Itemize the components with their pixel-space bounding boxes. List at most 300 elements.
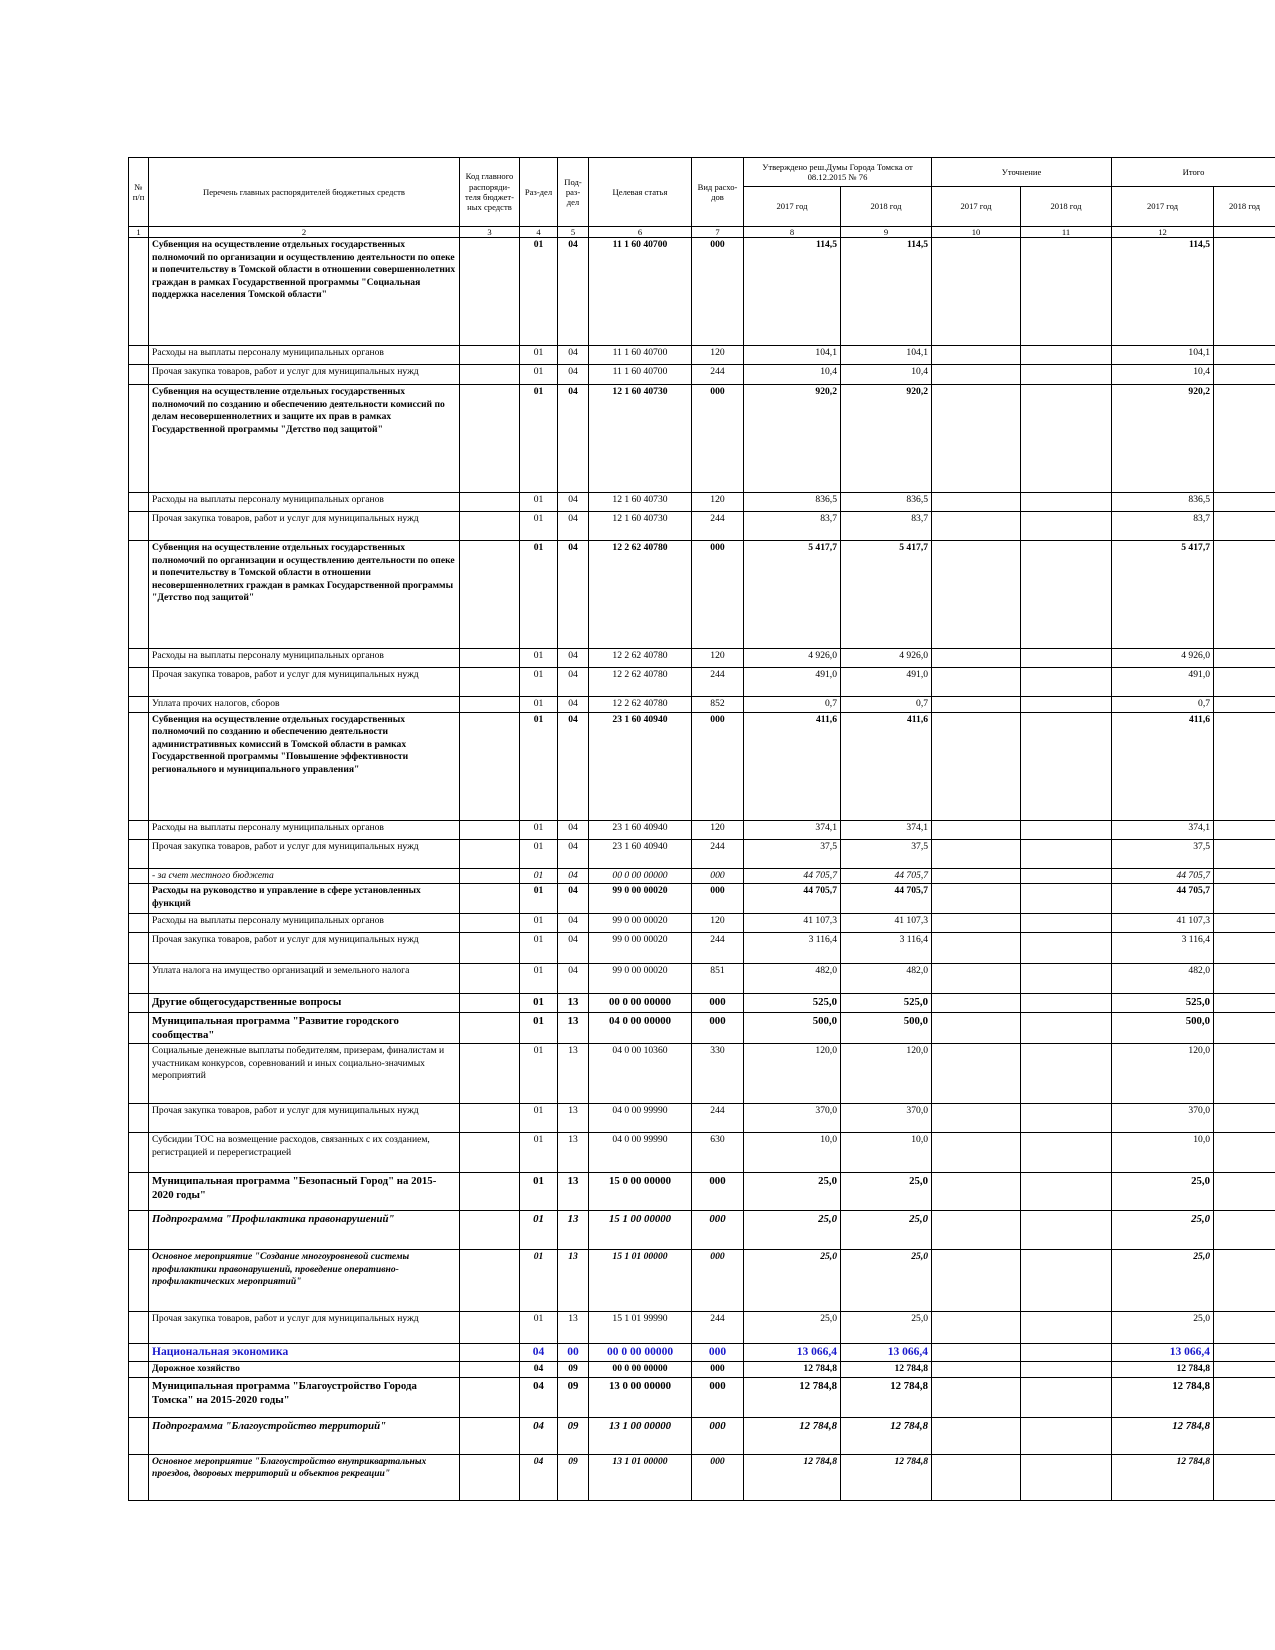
row-approved-2018: 525,0 xyxy=(841,994,932,1013)
table-row xyxy=(129,994,1275,1013)
row-target: 15 0 00 00000 xyxy=(589,1173,692,1211)
row-clarify-2017 xyxy=(932,346,1021,365)
row-target: 23 1 60 40940 xyxy=(589,820,692,839)
row-approved-2018: 491,0 xyxy=(841,668,932,697)
row-target: 00 0 00 00000 xyxy=(589,1362,692,1377)
row-podrazdel: 04 xyxy=(558,868,589,883)
row-name: Прочая закупка товаров, работ и услуг для муниципальных нужд xyxy=(149,839,460,868)
row-clarify-2017 xyxy=(932,1211,1021,1250)
row-num xyxy=(129,697,149,712)
colnum: 3 xyxy=(460,227,520,238)
table-row xyxy=(129,493,1275,512)
table-row xyxy=(129,1044,1275,1104)
row-razdel: 01 xyxy=(520,964,558,994)
row-total-2017: 25,0 xyxy=(1112,1250,1214,1312)
row-num xyxy=(129,385,149,493)
row-total-2018 xyxy=(1214,385,1275,493)
row-approved-2018: 411,6 xyxy=(841,712,932,820)
row-clarify-2017 xyxy=(932,884,1021,914)
row-code xyxy=(460,1312,520,1344)
row-name: Расходы на выплаты персоналу муниципальных органов xyxy=(149,346,460,365)
row-total-2018 xyxy=(1214,884,1275,914)
row-razdel: 01 xyxy=(520,1013,558,1044)
table-row xyxy=(129,1104,1275,1133)
row-vid: 000 xyxy=(692,1013,744,1044)
colnum: 5 xyxy=(558,227,589,238)
row-clarify-2018 xyxy=(1021,1133,1112,1173)
row-num xyxy=(129,839,149,868)
table-row xyxy=(129,649,1275,668)
row-total-2017: 114,5 xyxy=(1112,238,1214,346)
row-clarify-2017 xyxy=(932,839,1021,868)
row-clarify-2018 xyxy=(1021,1362,1112,1377)
row-clarify-2018 xyxy=(1021,1417,1112,1454)
row-code xyxy=(460,493,520,512)
row-name: Основное мероприятие "Благоустройство внутриквартальных проездов, дворовых территорий и объектов рекреации" xyxy=(149,1454,460,1500)
row-num xyxy=(129,346,149,365)
row-num xyxy=(129,964,149,994)
row-target: 12 1 60 40730 xyxy=(589,493,692,512)
row-approved-2018: 10,0 xyxy=(841,1133,932,1173)
row-clarify-2018 xyxy=(1021,820,1112,839)
row-total-2018 xyxy=(1214,994,1275,1013)
row-name: Дорожное хозяйство xyxy=(149,1362,460,1377)
row-clarify-2017 xyxy=(932,933,1021,964)
row-podrazdel: 04 xyxy=(558,346,589,365)
row-num xyxy=(129,1377,149,1417)
header-approved-2017: 2017 год xyxy=(744,187,841,227)
row-clarify-2018 xyxy=(1021,668,1112,697)
row-num xyxy=(129,1344,149,1362)
row-total-2018 xyxy=(1214,1454,1275,1500)
row-clarify-2018 xyxy=(1021,884,1112,914)
colnum: 8 xyxy=(744,227,841,238)
row-vid: 244 xyxy=(692,512,744,541)
row-target: 99 0 00 00020 xyxy=(589,884,692,914)
row-target: 12 2 62 40780 xyxy=(589,541,692,649)
row-total-2017: 836,5 xyxy=(1112,493,1214,512)
row-approved-2018: 374,1 xyxy=(841,820,932,839)
row-approved-2018: 114,5 xyxy=(841,238,932,346)
row-code xyxy=(460,1377,520,1417)
table-row xyxy=(129,1377,1275,1417)
row-target: 11 1 60 40700 xyxy=(589,365,692,385)
row-clarify-2018 xyxy=(1021,933,1112,964)
row-podrazdel: 04 xyxy=(558,238,589,346)
row-razdel: 01 xyxy=(520,1133,558,1173)
row-razdel: 04 xyxy=(520,1417,558,1454)
row-target: 99 0 00 00020 xyxy=(589,933,692,964)
row-total-2017: 0,7 xyxy=(1112,697,1214,712)
row-approved-2018: 920,2 xyxy=(841,385,932,493)
row-approved-2017: 4 926,0 xyxy=(744,649,841,668)
row-clarify-2018 xyxy=(1021,365,1112,385)
row-razdel: 01 xyxy=(520,668,558,697)
row-clarify-2018 xyxy=(1021,712,1112,820)
row-total-2018 xyxy=(1214,964,1275,994)
row-vid: 000 xyxy=(692,1362,744,1377)
row-total-2017: 12 784,8 xyxy=(1112,1454,1214,1500)
header-clarify-2017: 2017 год xyxy=(932,187,1021,227)
row-razdel: 04 xyxy=(520,1454,558,1500)
row-approved-2018: 37,5 xyxy=(841,839,932,868)
row-vid: 120 xyxy=(692,493,744,512)
table-row xyxy=(129,1013,1275,1044)
row-approved-2017: 12 784,8 xyxy=(744,1454,841,1500)
colnum-blank xyxy=(1214,227,1275,238)
row-clarify-2017 xyxy=(932,1312,1021,1344)
row-num xyxy=(129,914,149,933)
row-num xyxy=(129,1250,149,1312)
row-code xyxy=(460,346,520,365)
row-clarify-2017 xyxy=(932,994,1021,1013)
row-total-2018 xyxy=(1214,346,1275,365)
row-clarify-2018 xyxy=(1021,697,1112,712)
row-clarify-2018 xyxy=(1021,238,1112,346)
row-total-2018 xyxy=(1214,839,1275,868)
row-vid: 000 xyxy=(692,994,744,1013)
row-approved-2018: 25,0 xyxy=(841,1312,932,1344)
row-clarify-2018 xyxy=(1021,1344,1112,1362)
row-podrazdel: 04 xyxy=(558,385,589,493)
row-razdel: 01 xyxy=(520,385,558,493)
row-code xyxy=(460,649,520,668)
row-clarify-2018 xyxy=(1021,649,1112,668)
table-row xyxy=(129,346,1275,365)
row-vid: 000 xyxy=(692,1173,744,1211)
colnum: 2 xyxy=(149,227,460,238)
row-num xyxy=(129,868,149,883)
row-clarify-2018 xyxy=(1021,512,1112,541)
row-approved-2017: 525,0 xyxy=(744,994,841,1013)
row-razdel: 01 xyxy=(520,649,558,668)
row-name: Другие общегосударственные вопросы xyxy=(149,994,460,1013)
row-target: 00 0 00 00000 xyxy=(589,868,692,883)
row-razdel: 04 xyxy=(520,1377,558,1417)
row-podrazdel: 04 xyxy=(558,365,589,385)
row-vid: 630 xyxy=(692,1133,744,1173)
table-row xyxy=(129,933,1275,964)
row-approved-2017: 44 705,7 xyxy=(744,884,841,914)
row-approved-2017: 482,0 xyxy=(744,964,841,994)
table-row xyxy=(129,1173,1275,1211)
table-row xyxy=(129,839,1275,868)
row-podrazdel: 09 xyxy=(558,1417,589,1454)
row-total-2018 xyxy=(1214,1344,1275,1362)
row-clarify-2018 xyxy=(1021,1211,1112,1250)
table-row xyxy=(129,238,1275,346)
budget-table xyxy=(128,157,1275,1501)
row-podrazdel: 13 xyxy=(558,1250,589,1312)
row-vid: 244 xyxy=(692,839,744,868)
header-podrazdel: Под-раз-дел xyxy=(558,158,589,227)
row-target: 23 1 60 40940 xyxy=(589,712,692,820)
row-approved-2017: 500,0 xyxy=(744,1013,841,1044)
row-target: 13 0 00 00000 xyxy=(589,1377,692,1417)
row-total-2018 xyxy=(1214,1013,1275,1044)
row-code xyxy=(460,1250,520,1312)
row-vid: 000 xyxy=(692,1250,744,1312)
row-code xyxy=(460,884,520,914)
table-row xyxy=(129,385,1275,493)
row-total-2018 xyxy=(1214,820,1275,839)
row-approved-2018: 12 784,8 xyxy=(841,1417,932,1454)
row-num xyxy=(129,712,149,820)
row-total-2017: 491,0 xyxy=(1112,668,1214,697)
table-row xyxy=(129,1344,1275,1362)
row-total-2017: 500,0 xyxy=(1112,1013,1214,1044)
row-approved-2017: 836,5 xyxy=(744,493,841,512)
row-clarify-2018 xyxy=(1021,385,1112,493)
row-code xyxy=(460,668,520,697)
row-podrazdel: 04 xyxy=(558,668,589,697)
row-approved-2018: 25,0 xyxy=(841,1250,932,1312)
row-podrazdel: 13 xyxy=(558,1133,589,1173)
row-vid: 000 xyxy=(692,1377,744,1417)
row-name: Муниципальная программа "Благоустройство Города Томска" на 2015-2020 годы" xyxy=(149,1377,460,1417)
row-total-2018 xyxy=(1214,1104,1275,1133)
row-podrazdel: 04 xyxy=(558,712,589,820)
row-total-2017: 120,0 xyxy=(1112,1044,1214,1104)
table-row xyxy=(129,1417,1275,1454)
row-vid: 000 xyxy=(692,1211,744,1250)
row-podrazdel: 04 xyxy=(558,649,589,668)
table-row xyxy=(129,365,1275,385)
colnum: 6 xyxy=(589,227,692,238)
row-clarify-2017 xyxy=(932,1013,1021,1044)
header-razdel: Раз-дел xyxy=(520,158,558,227)
row-clarify-2017 xyxy=(932,868,1021,883)
header-target: Целевая статья xyxy=(589,158,692,227)
row-approved-2018: 41 107,3 xyxy=(841,914,932,933)
row-approved-2017: 920,2 xyxy=(744,385,841,493)
row-total-2017: 10,0 xyxy=(1112,1133,1214,1173)
row-clarify-2018 xyxy=(1021,1044,1112,1104)
row-total-2017: 44 705,7 xyxy=(1112,884,1214,914)
row-name: Муниципальная программа "Развитие городского сообщества" xyxy=(149,1013,460,1044)
row-clarify-2018 xyxy=(1021,994,1112,1013)
row-vid: 120 xyxy=(692,914,744,933)
row-vid: 000 xyxy=(692,712,744,820)
row-approved-2018: 3 116,4 xyxy=(841,933,932,964)
column-number-row xyxy=(129,227,1275,238)
header-num: № п/п xyxy=(129,158,149,227)
row-num xyxy=(129,1044,149,1104)
row-code xyxy=(460,1173,520,1211)
row-approved-2018: 482,0 xyxy=(841,964,932,994)
row-razdel: 01 xyxy=(520,994,558,1013)
row-podrazdel: 04 xyxy=(558,512,589,541)
row-razdel: 01 xyxy=(520,1104,558,1133)
row-total-2018 xyxy=(1214,512,1275,541)
row-approved-2017: 374,1 xyxy=(744,820,841,839)
row-approved-2017: 13 066,4 xyxy=(744,1344,841,1362)
row-clarify-2017 xyxy=(932,1250,1021,1312)
row-target: 99 0 00 00020 xyxy=(589,914,692,933)
colnum: 1 xyxy=(129,227,149,238)
row-razdel: 04 xyxy=(520,1344,558,1362)
row-vid: 000 xyxy=(692,868,744,883)
row-code xyxy=(460,994,520,1013)
row-vid: 000 xyxy=(692,1344,744,1362)
row-podrazdel: 04 xyxy=(558,914,589,933)
header-clarify-2018: 2018 год xyxy=(1021,187,1112,227)
row-approved-2017: 41 107,3 xyxy=(744,914,841,933)
row-approved-2017: 104,1 xyxy=(744,346,841,365)
row-total-2017: 4 926,0 xyxy=(1112,649,1214,668)
row-name: Расходы на выплаты персоналу муниципальных органов xyxy=(149,914,460,933)
row-code xyxy=(460,1013,520,1044)
row-vid: 120 xyxy=(692,649,744,668)
row-approved-2017: 370,0 xyxy=(744,1104,841,1133)
colnum: 9 xyxy=(841,227,932,238)
row-name: - за счет местного бюджета xyxy=(149,868,460,883)
row-name: Социальные денежные выплаты победителям, призерам, финалистам и участникам конкурсов, соревнований и иных социально-значимых мероприятий xyxy=(149,1044,460,1104)
header-clarify: Уточнение xyxy=(932,158,1112,187)
row-code xyxy=(460,1362,520,1377)
row-approved-2017: 114,5 xyxy=(744,238,841,346)
row-clarify-2018 xyxy=(1021,1454,1112,1500)
row-target: 12 2 62 40780 xyxy=(589,668,692,697)
row-podrazdel: 04 xyxy=(558,820,589,839)
row-podrazdel: 13 xyxy=(558,1173,589,1211)
row-num xyxy=(129,493,149,512)
row-name: Расходы на выплаты персоналу муниципальных органов xyxy=(149,820,460,839)
row-clarify-2017 xyxy=(932,541,1021,649)
row-name: Муниципальная программа "Безопасный Город" на 2015-2020 годы" xyxy=(149,1173,460,1211)
row-target: 00 0 00 00000 xyxy=(589,1344,692,1362)
row-total-2018 xyxy=(1214,1362,1275,1377)
row-target: 04 0 00 99990 xyxy=(589,1104,692,1133)
row-target: 11 1 60 40700 xyxy=(589,346,692,365)
row-num xyxy=(129,1013,149,1044)
row-code xyxy=(460,839,520,868)
row-razdel: 01 xyxy=(520,868,558,883)
row-clarify-2018 xyxy=(1021,839,1112,868)
row-approved-2017: 12 784,8 xyxy=(744,1417,841,1454)
row-razdel: 01 xyxy=(520,839,558,868)
row-vid: 120 xyxy=(692,346,744,365)
row-total-2017: 5 417,7 xyxy=(1112,541,1214,649)
row-clarify-2018 xyxy=(1021,1312,1112,1344)
row-clarify-2018 xyxy=(1021,1104,1112,1133)
row-total-2018 xyxy=(1214,1133,1275,1173)
row-total-2018 xyxy=(1214,933,1275,964)
table-row xyxy=(129,541,1275,649)
row-podrazdel: 04 xyxy=(558,964,589,994)
row-clarify-2017 xyxy=(932,964,1021,994)
row-approved-2017: 411,6 xyxy=(744,712,841,820)
row-approved-2018: 83,7 xyxy=(841,512,932,541)
header-total-2018: 2018 год xyxy=(1214,187,1275,227)
row-name: Национальная экономика xyxy=(149,1344,460,1362)
row-total-2018 xyxy=(1214,365,1275,385)
row-vid: 000 xyxy=(692,884,744,914)
row-target: 15 1 00 00000 xyxy=(589,1211,692,1250)
row-total-2017: 525,0 xyxy=(1112,994,1214,1013)
row-approved-2017: 120,0 xyxy=(744,1044,841,1104)
row-total-2017: 12 784,8 xyxy=(1112,1417,1214,1454)
row-vid: 244 xyxy=(692,365,744,385)
row-code xyxy=(460,868,520,883)
row-vid: 244 xyxy=(692,1312,744,1344)
row-target: 13 1 01 00000 xyxy=(589,1454,692,1500)
row-razdel: 01 xyxy=(520,238,558,346)
row-total-2018 xyxy=(1214,1377,1275,1417)
row-approved-2018: 44 705,7 xyxy=(841,884,932,914)
row-clarify-2018 xyxy=(1021,914,1112,933)
row-razdel: 01 xyxy=(520,1173,558,1211)
row-vid: 851 xyxy=(692,964,744,994)
row-clarify-2017 xyxy=(932,649,1021,668)
row-clarify-2017 xyxy=(932,712,1021,820)
row-name: Прочая закупка товаров, работ и услуг для муниципальных нужд xyxy=(149,1104,460,1133)
header-total: Итого xyxy=(1112,158,1275,187)
row-razdel: 01 xyxy=(520,884,558,914)
row-approved-2018: 120,0 xyxy=(841,1044,932,1104)
row-num xyxy=(129,1104,149,1133)
row-clarify-2018 xyxy=(1021,493,1112,512)
row-approved-2018: 12 784,8 xyxy=(841,1454,932,1500)
row-podrazdel: 13 xyxy=(558,1044,589,1104)
row-total-2017: 25,0 xyxy=(1112,1312,1214,1344)
row-approved-2017: 491,0 xyxy=(744,668,841,697)
row-total-2017: 482,0 xyxy=(1112,964,1214,994)
header-approved: Утверждено реш.Думы Города Томска от 08.12.2015 № 76 xyxy=(744,158,932,187)
row-target: 11 1 60 40700 xyxy=(589,238,692,346)
row-podrazdel: 13 xyxy=(558,994,589,1013)
row-total-2018 xyxy=(1214,868,1275,883)
row-num xyxy=(129,365,149,385)
row-name: Расходы на выплаты персоналу муниципальных органов xyxy=(149,493,460,512)
row-clarify-2017 xyxy=(932,365,1021,385)
row-total-2018 xyxy=(1214,1312,1275,1344)
row-clarify-2017 xyxy=(932,820,1021,839)
row-approved-2017: 25,0 xyxy=(744,1173,841,1211)
row-clarify-2017 xyxy=(932,385,1021,493)
row-name: Подпрограмма "Благоустройство территорий" xyxy=(149,1417,460,1454)
row-total-2018 xyxy=(1214,712,1275,820)
row-total-2018 xyxy=(1214,649,1275,668)
row-total-2017: 12 784,8 xyxy=(1112,1377,1214,1417)
row-clarify-2017 xyxy=(932,238,1021,346)
row-target: 15 1 01 00000 xyxy=(589,1250,692,1312)
row-total-2017: 3 116,4 xyxy=(1112,933,1214,964)
row-total-2017: 12 784,8 xyxy=(1112,1362,1214,1377)
table-row xyxy=(129,712,1275,820)
table-row xyxy=(129,820,1275,839)
row-num xyxy=(129,994,149,1013)
row-total-2017: 411,6 xyxy=(1112,712,1214,820)
row-vid: 852 xyxy=(692,697,744,712)
row-total-2018 xyxy=(1214,1173,1275,1211)
row-name: Субвенция на осуществление отдельных государственных полномочий по организации и осуществлению деятельности по опеке и попечительству в Томской области в отношении совершеннолетних граждан в рамках Государственной программы "Социальная поддержка населения Томской области" xyxy=(149,238,460,346)
row-total-2018 xyxy=(1214,238,1275,346)
row-name: Уплата прочих налогов, сборов xyxy=(149,697,460,712)
row-razdel: 01 xyxy=(520,1211,558,1250)
row-approved-2017: 37,5 xyxy=(744,839,841,868)
row-total-2018 xyxy=(1214,668,1275,697)
row-razdel: 04 xyxy=(520,1362,558,1377)
row-target: 12 2 62 40780 xyxy=(589,697,692,712)
row-clarify-2017 xyxy=(932,1173,1021,1211)
row-num xyxy=(129,1417,149,1454)
row-razdel: 01 xyxy=(520,914,558,933)
row-name: Расходы на выплаты персоналу муниципальных органов xyxy=(149,649,460,668)
header-code: Код главного распоряди-теля бюджет-ных средств xyxy=(460,158,520,227)
row-vid: 244 xyxy=(692,668,744,697)
row-razdel: 01 xyxy=(520,1250,558,1312)
